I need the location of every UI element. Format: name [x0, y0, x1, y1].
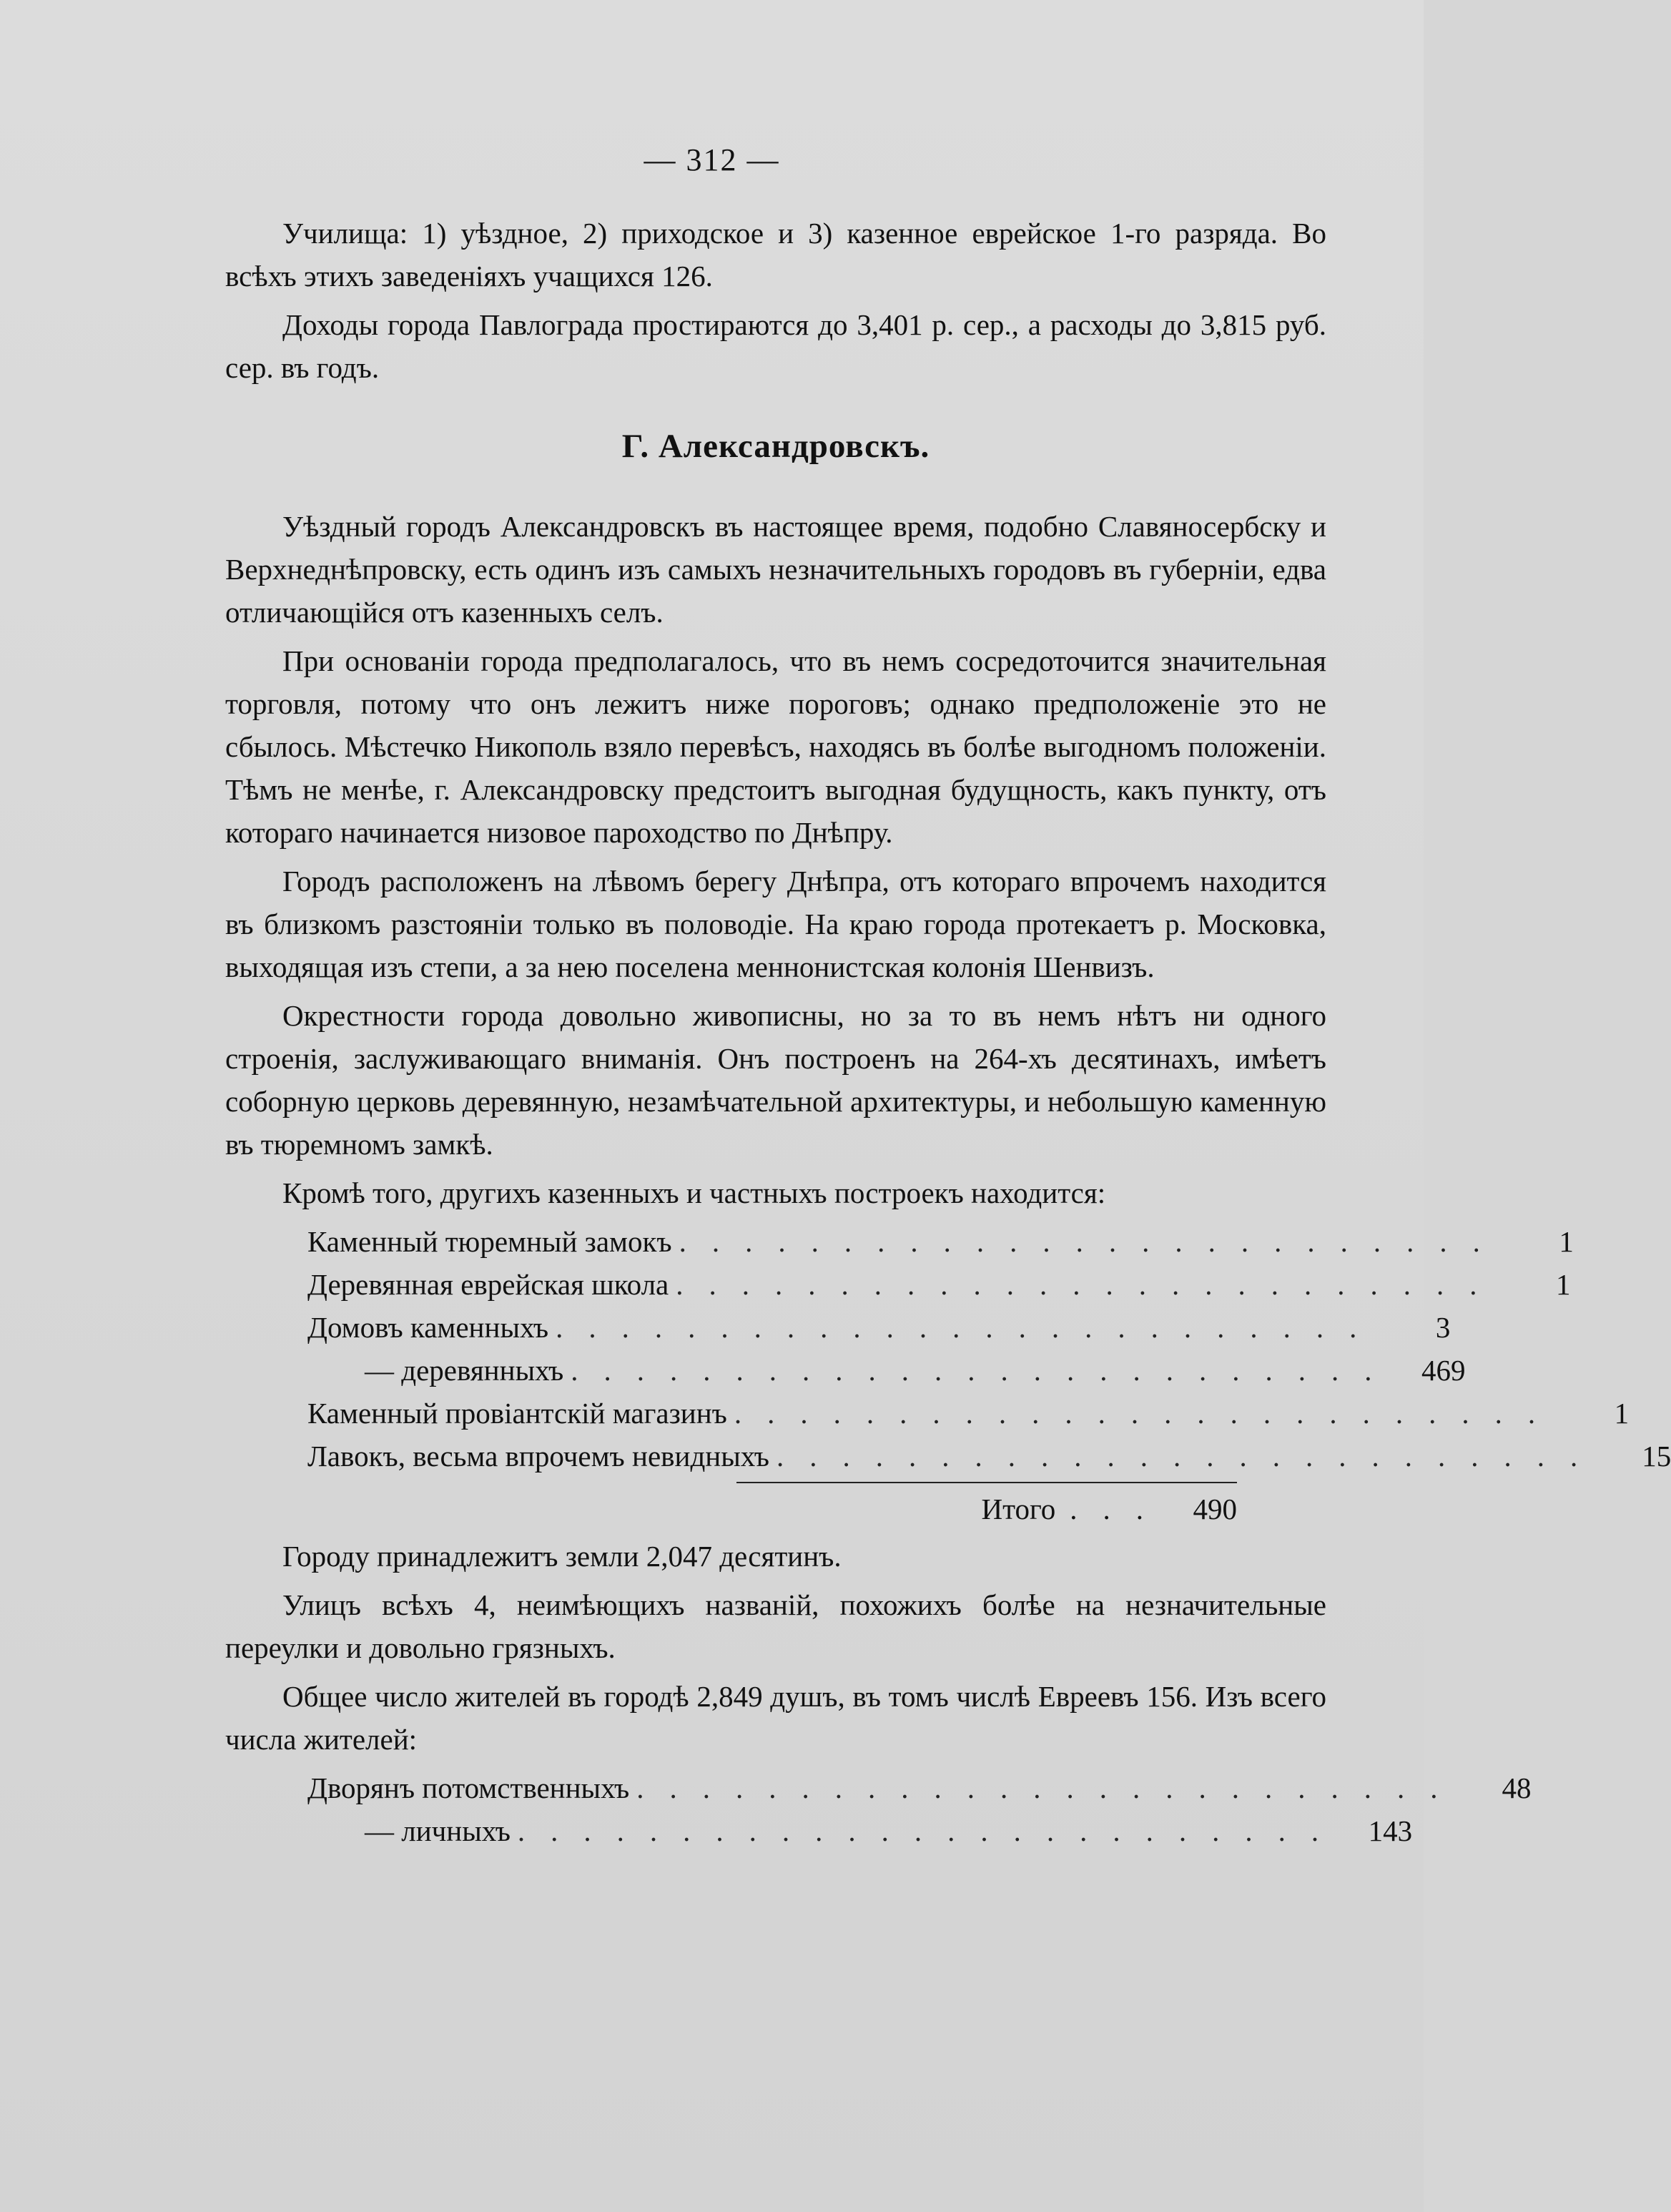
total-label: Итого: [981, 1493, 1056, 1525]
row-value: 48: [1502, 1771, 1532, 1804]
table-row: [307, 1392, 1630, 1435]
paragraph-land: Городу принадлежитъ земли 2,047 десятинъ.: [282, 1540, 842, 1573]
row-value: 15: [1642, 1440, 1671, 1473]
page-number: — 312 —: [644, 142, 780, 177]
row-value: 1: [1556, 1268, 1571, 1301]
paragraph-schools: Училища: 1) уѣздное, 2) приходское и 3) казенное еврейское 1-го разряда. Во всѣхъ этихъ заведеніяхъ учащихся 126.: [225, 217, 1326, 293]
row-label: — личныхъ: [365, 1814, 511, 1847]
row-label: Дворянъ потомственныхъ: [307, 1771, 630, 1804]
paragraph-location: Городъ расположенъ на лѣвомъ берегу Днѣпра, отъ котораго впрочемъ находится въ близкомъ разстояніи только въ половодіе. На краю города протекаетъ р. Московка, выходящая изъ степи, а за нею поселена меннонистская колонія Шенвизъ.: [225, 865, 1326, 983]
buildings-table: [307, 1220, 1671, 1530]
row-label: Каменный провіантскій магазинъ: [307, 1397, 727, 1430]
paragraph-surroundings: Окрестности города довольно живописны, но за то въ немъ нѣтъ ни одного строенія, заслуживающаго вниманія. Онъ построенъ на 264-хъ десятинахъ, имѣетъ соборную церковь деревянную, незамѣчательной архитектуры, и небольшую каменную въ тюремномъ замкѣ.: [225, 999, 1326, 1161]
paragraph-streets: Улицъ всѣхъ 4, неимѣющихъ названій, похожихъ болѣе на незначительные переулки и довольно грязныхъ.: [225, 1588, 1326, 1664]
table-row: [307, 1306, 1451, 1349]
row-value: 1: [1559, 1225, 1574, 1258]
table-row: [307, 1809, 1413, 1852]
row-value: 469: [1421, 1354, 1466, 1387]
table-row: [307, 1766, 1532, 1809]
leader-dots: ...: [1070, 1493, 1169, 1525]
row-label: Деревянная еврейская школа: [307, 1268, 669, 1301]
row-value: 1: [1614, 1397, 1630, 1430]
section-heading: Г. Александровскъ.: [621, 428, 930, 465]
paragraph-founding: При основаніи города предполагалось, что въ немъ сосредоточится значительная торговля, потому что онъ лежитъ ниже пороговъ; однако предположеніе это не сбылось. Мѣстечко Никополь взяло перевѣсъ, находясь въ болѣе выгодномъ положеніи. Тѣмъ не менѣе, г. Александровску предстоитъ выгодная будущность, какъ пункту, отъ котораго начинается низовое пароходство по Днѣпру.: [225, 644, 1326, 849]
row-label: Каменный тюремный замокъ: [307, 1225, 672, 1258]
paragraph-intro: Уѣздный городъ Александровскъ въ настоящее время, подобно Славяносербску и Верхнеднѣпровску, есть одинъ изъ самыхъ незначительныхъ городовъ въ губерніи, едва отличающійся отъ казенныхъ селъ.: [225, 510, 1326, 629]
leader-dots: .........................: [679, 1225, 1506, 1258]
paragraph-buildings-intro: Кромѣ того, другихъ казенныхъ и частныхъ построекъ находится:: [282, 1176, 1106, 1209]
leader-dots: .........................: [776, 1440, 1604, 1473]
paragraph-revenue: Доходы города Павлограда простираются до 3,401 р. сер., а расходы до 3,815 руб. сер. въ годъ.: [225, 308, 1326, 384]
row-label: Лавокъ, весьма впрочемъ невидныхъ: [307, 1440, 769, 1473]
row-label: — деревянныхъ: [365, 1354, 564, 1387]
row-label: Домовъ каменныхъ: [307, 1311, 549, 1344]
total-value: 490: [1193, 1493, 1237, 1525]
total-row: [307, 1488, 1237, 1530]
leader-dots: .........................: [636, 1771, 1464, 1804]
leader-dots: .........................: [734, 1397, 1562, 1430]
leader-dots: .........................: [676, 1268, 1503, 1301]
table-row: [307, 1263, 1571, 1306]
leader-dots: .........................: [571, 1354, 1398, 1387]
row-value: 143: [1368, 1814, 1413, 1847]
page-text: [225, 212, 1671, 1857]
residents-table: [307, 1766, 1532, 1852]
table-row: [307, 1220, 1574, 1263]
row-value: 3: [1435, 1311, 1451, 1344]
table-row: [307, 1349, 1466, 1392]
table-row: [307, 1435, 1671, 1478]
sum-rule: [736, 1482, 1237, 1483]
leader-dots: .........................: [517, 1814, 1345, 1847]
leader-dots: .........................: [556, 1311, 1383, 1344]
paragraph-population: Общее число жителей въ городѣ 2,849 душъ, въ томъ числѣ Евреевъ 156. Изъ всего числа жителей:: [225, 1680, 1326, 1756]
